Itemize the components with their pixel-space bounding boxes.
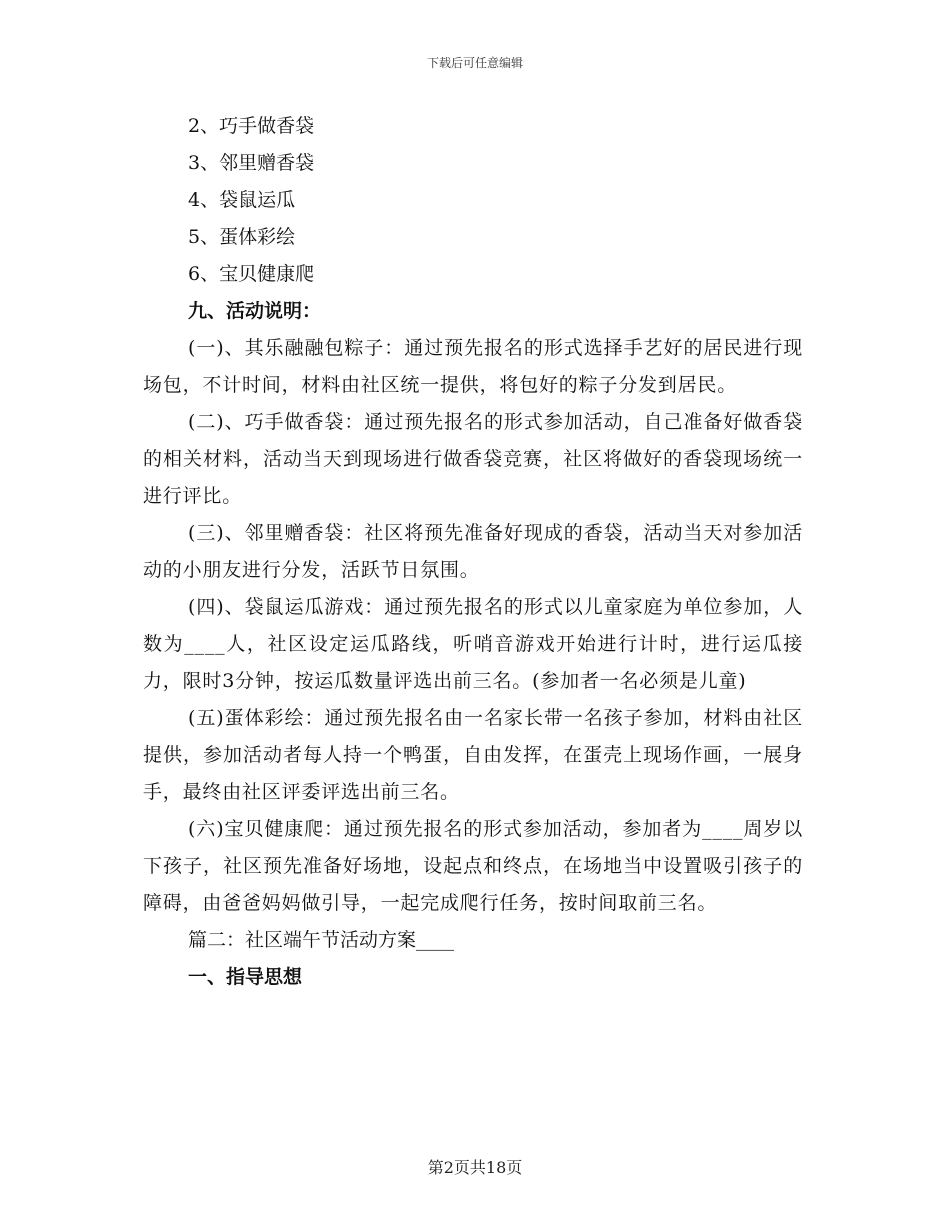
page-footer: 第2页共18页 xyxy=(427,1158,523,1177)
document-body xyxy=(143,108,803,996)
list-item: 6、宝贝健康爬 xyxy=(188,263,315,285)
page-header: 下载后可任意编辑 xyxy=(426,56,523,70)
part-two-title: 篇二：社区端午节活动方案____ xyxy=(188,929,455,951)
paragraph: (四)、袋鼠运瓜游戏：通过预先报名的形式以儿童家庭为单位参加，人数为____人，社区设定运瓜路线，听哨音游戏开始进行计时，进行运瓜接力，限时3分钟，按运瓜数量评选出前三名。(参加者一名必须是儿童) xyxy=(143,596,803,692)
list-item: 3、邻里赠香袋 xyxy=(188,152,315,174)
list-item: 5、蛋体彩绘 xyxy=(188,226,296,248)
paragraph: (一)、其乐融融包粽子：通过预先报名的形式选择手艺好的居民进行现场包，不计时间，材料由社区统一提供，将包好的粽子分发到居民。 xyxy=(143,337,803,396)
list-item: 2、巧手做香袋 xyxy=(188,115,315,137)
section-heading-activity-notes: 九、活动说明： xyxy=(188,300,322,322)
paragraph: (五)蛋体彩绘：通过预先报名由一名家长带一名孩子参加，材料由社区提供，参加活动者每人持一个鸭蛋，自由发挥，在蛋壳上现场作画，一展身手，最终由社区评委评选出前三名。 xyxy=(143,707,803,803)
section-heading-guiding-ideology: 一、指导思想 xyxy=(188,966,303,988)
list-item: 4、袋鼠运瓜 xyxy=(188,189,296,211)
paragraph: (二)、巧手做香袋：通过预先报名的形式参加活动，自己准备好做香袋的相关材料，活动当天到现场进行做香袋竞赛，社区将做好的香袋现场统一进行评比。 xyxy=(143,411,803,507)
paragraph: (六)宝贝健康爬：通过预先报名的形式参加活动，参加者为____周岁以下孩子，社区预先准备好场地，设起点和终点，在场地当中设置吸引孩子的障碍，由爸爸妈妈做引导，一起完成爬行任务，按时间取前三名。 xyxy=(143,818,803,914)
paragraph: (三)、邻里赠香袋：社区将预先准备好现成的香袋，活动当天对参加活动的小朋友进行分发，活跃节日氛围。 xyxy=(143,522,803,581)
